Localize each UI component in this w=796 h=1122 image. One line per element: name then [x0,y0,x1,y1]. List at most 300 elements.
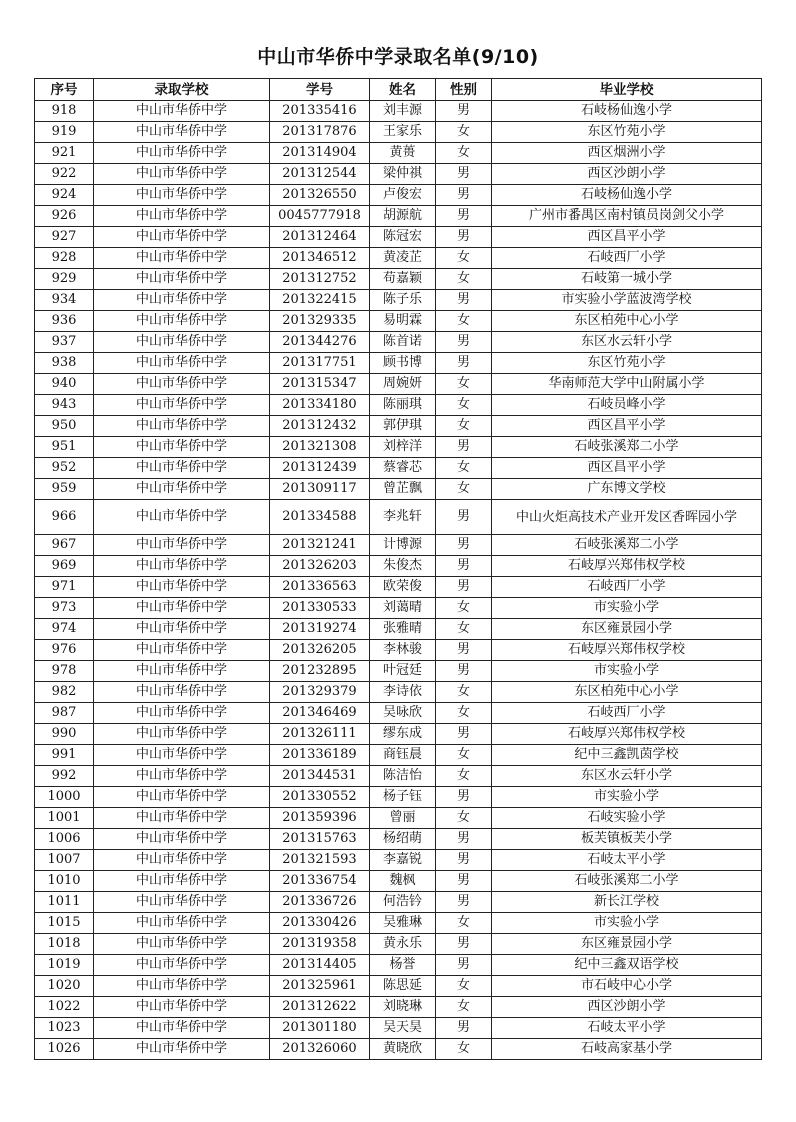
cell-graduation-school: 广州市番禺区南村镇员岗剑父小学 [492,206,762,227]
cell-seq: 1010 [35,871,94,892]
cell-graduation-school: 东区柏苑中心小学 [492,682,762,703]
cell-admitted-school: 中山市华侨中学 [94,598,270,619]
cell-seq: 976 [35,640,94,661]
table-row [35,997,762,1018]
cell-graduation-school: 纪中三鑫双语学校 [492,955,762,976]
cell-student-id: 201325961 [270,976,370,997]
cell-seq: 1018 [35,934,94,955]
cell-gender: 女 [436,682,492,703]
cell-graduation-school: 东区水云轩小学 [492,332,762,353]
cell-name: 吴咏欣 [370,703,436,724]
cell-graduation-school: 石岐太平小学 [492,850,762,871]
cell-student-id: 201344531 [270,766,370,787]
cell-graduation-school: 石岐杨仙逸小学 [492,185,762,206]
table-row [35,556,762,577]
cell-seq: 990 [35,724,94,745]
cell-student-id: 201317876 [270,122,370,143]
cell-student-id: 201314904 [270,143,370,164]
table-row [35,913,762,934]
cell-gender: 女 [436,458,492,479]
cell-graduation-school: 石岐第一城小学 [492,269,762,290]
cell-student-id: 201312752 [270,269,370,290]
cell-seq: 1023 [35,1018,94,1039]
cell-gender: 女 [436,598,492,619]
cell-student-id: 201359396 [270,808,370,829]
cell-name: 计博源 [370,535,436,556]
cell-graduation-school: 华南师范大学中山附属小学 [492,374,762,395]
cell-admitted-school: 中山市华侨中学 [94,955,270,976]
cell-gender: 女 [436,374,492,395]
table-row [35,143,762,164]
cell-student-id: 201319358 [270,934,370,955]
cell-admitted-school: 中山市华侨中学 [94,829,270,850]
cell-name: 李兆轩 [370,500,436,535]
cell-student-id: 201336189 [270,745,370,766]
cell-admitted-school: 中山市华侨中学 [94,416,270,437]
cell-name: 何浩钤 [370,892,436,913]
cell-name: 吴雅琳 [370,913,436,934]
cell-admitted-school: 中山市华侨中学 [94,703,270,724]
cell-seq: 971 [35,577,94,598]
cell-admitted-school: 中山市华侨中学 [94,395,270,416]
cell-seq: 922 [35,164,94,185]
cell-gender: 女 [436,395,492,416]
cell-graduation-school: 西区沙朗小学 [492,997,762,1018]
cell-admitted-school: 中山市华侨中学 [94,850,270,871]
table-row [35,101,762,122]
cell-graduation-school: 东区竹苑小学 [492,122,762,143]
cell-graduation-school: 石岐实验小学 [492,808,762,829]
cell-gender: 男 [436,850,492,871]
cell-name: 刘梓洋 [370,437,436,458]
cell-student-id: 201344276 [270,332,370,353]
cell-seq: 1006 [35,829,94,850]
cell-student-id: 201321241 [270,535,370,556]
table-row [35,122,762,143]
cell-graduation-school: 纪中三鑫凯茵学校 [492,745,762,766]
table-row [35,395,762,416]
cell-student-id: 201312432 [270,416,370,437]
cell-gender: 女 [436,745,492,766]
table-row [35,661,762,682]
cell-seq: 926 [35,206,94,227]
cell-admitted-school: 中山市华侨中学 [94,101,270,122]
table-row [35,955,762,976]
table-row [35,437,762,458]
cell-admitted-school: 中山市华侨中学 [94,164,270,185]
cell-seq: 950 [35,416,94,437]
cell-admitted-school: 中山市华侨中学 [94,122,270,143]
cell-student-id: 201346469 [270,703,370,724]
cell-name: 胡源航 [370,206,436,227]
cell-student-id: 201315347 [270,374,370,395]
cell-student-id: 201329335 [270,311,370,332]
cell-student-id: 201326205 [270,640,370,661]
cell-gender: 男 [436,787,492,808]
table-row [35,535,762,556]
cell-name: 朱俊杰 [370,556,436,577]
cell-graduation-school: 市实验小学 [492,598,762,619]
cell-graduation-school: 石岐高家基小学 [492,1039,762,1060]
table-row [35,682,762,703]
cell-seq: 936 [35,311,94,332]
cell-seq: 987 [35,703,94,724]
cell-graduation-school: 东区竹苑小学 [492,353,762,374]
cell-student-id: 201326203 [270,556,370,577]
cell-admitted-school: 中山市华侨中学 [94,535,270,556]
cell-gender: 男 [436,724,492,745]
cell-student-id: 201312622 [270,997,370,1018]
cell-seq: 982 [35,682,94,703]
table-row [35,766,762,787]
cell-graduation-school: 石岐员峰小学 [492,395,762,416]
cell-gender: 男 [436,640,492,661]
cell-gender: 男 [436,871,492,892]
cell-gender: 男 [436,353,492,374]
cell-name: 缪东成 [370,724,436,745]
table-row [35,892,762,913]
table-row [35,479,762,500]
cell-graduation-school: 市实验小学 [492,787,762,808]
cell-name: 王家乐 [370,122,436,143]
cell-graduation-school: 市实验小学 [492,913,762,934]
header-student-id: 学号 [270,79,370,101]
cell-name: 叶冠廷 [370,661,436,682]
cell-admitted-school: 中山市华侨中学 [94,871,270,892]
cell-student-id: 201334180 [270,395,370,416]
cell-admitted-school: 中山市华侨中学 [94,976,270,997]
header-name: 姓名 [370,79,436,101]
table-row [35,374,762,395]
cell-seq: 1020 [35,976,94,997]
cell-name: 李诗依 [370,682,436,703]
table-row [35,850,762,871]
cell-graduation-school: 西区昌平小学 [492,227,762,248]
cell-graduation-school: 广东博文学校 [492,479,762,500]
cell-gender: 女 [436,766,492,787]
cell-graduation-school: 东区雍景园小学 [492,619,762,640]
cell-admitted-school: 中山市华侨中学 [94,185,270,206]
cell-admitted-school: 中山市华侨中学 [94,997,270,1018]
cell-seq: 937 [35,332,94,353]
cell-student-id: 201314405 [270,955,370,976]
cell-seq: 1015 [35,913,94,934]
cell-seq: 1000 [35,787,94,808]
cell-seq: 918 [35,101,94,122]
cell-seq: 1007 [35,850,94,871]
cell-admitted-school: 中山市华侨中学 [94,619,270,640]
cell-admitted-school: 中山市华侨中学 [94,913,270,934]
cell-student-id: 201322415 [270,290,370,311]
cell-name: 刘丰源 [370,101,436,122]
cell-student-id: 201329379 [270,682,370,703]
cell-gender: 女 [436,122,492,143]
cell-name: 刘晓琳 [370,997,436,1018]
table-row [35,619,762,640]
cell-admitted-school: 中山市华侨中学 [94,332,270,353]
table-header-row [35,79,762,101]
cell-graduation-school: 东区柏苑中心小学 [492,311,762,332]
cell-seq: 951 [35,437,94,458]
cell-gender: 男 [436,227,492,248]
header-gender: 性别 [436,79,492,101]
cell-seq: 929 [35,269,94,290]
cell-gender: 女 [436,1039,492,1060]
cell-admitted-school: 中山市华侨中学 [94,556,270,577]
table-row [35,332,762,353]
cell-gender: 女 [436,976,492,997]
cell-graduation-school: 东区雍景园小学 [492,934,762,955]
table-row [35,829,762,850]
cell-admitted-school: 中山市华侨中学 [94,248,270,269]
cell-gender: 男 [436,206,492,227]
page-title: 中山市华侨中学录取名单(9/10) [257,46,539,68]
cell-graduation-school: 石岐厚兴郑伟权学校 [492,724,762,745]
cell-admitted-school: 中山市华侨中学 [94,1018,270,1039]
cell-seq: 952 [35,458,94,479]
cell-student-id: 201232895 [270,661,370,682]
cell-student-id: 201330426 [270,913,370,934]
table-row [35,724,762,745]
cell-name: 曾丽 [370,808,436,829]
table-row [35,248,762,269]
cell-student-id: 201319274 [270,619,370,640]
cell-graduation-school: 西区烟洲小学 [492,143,762,164]
cell-student-id: 201312439 [270,458,370,479]
cell-name: 蔡睿芯 [370,458,436,479]
cell-seq: 1011 [35,892,94,913]
cell-seq: 924 [35,185,94,206]
cell-gender: 男 [436,101,492,122]
cell-gender: 男 [436,535,492,556]
table-body [35,101,762,1060]
table-row [35,808,762,829]
cell-admitted-school: 中山市华侨中学 [94,437,270,458]
cell-graduation-school: 石岐杨仙逸小学 [492,101,762,122]
cell-admitted-school: 中山市华侨中学 [94,661,270,682]
cell-gender: 男 [436,892,492,913]
table-row [35,353,762,374]
cell-name: 陈思延 [370,976,436,997]
table-row [35,206,762,227]
cell-gender: 男 [436,332,492,353]
cell-student-id: 201321593 [270,850,370,871]
cell-admitted-school: 中山市华侨中学 [94,227,270,248]
cell-admitted-school: 中山市华侨中学 [94,143,270,164]
cell-gender: 男 [436,556,492,577]
cell-name: 陈首诺 [370,332,436,353]
cell-gender: 女 [436,143,492,164]
cell-admitted-school: 中山市华侨中学 [94,479,270,500]
cell-gender: 男 [436,500,492,535]
table-row [35,703,762,724]
cell-admitted-school: 中山市华侨中学 [94,640,270,661]
cell-seq: 973 [35,598,94,619]
cell-gender: 男 [436,1018,492,1039]
cell-graduation-school: 石岐西厂小学 [492,248,762,269]
cell-gender: 女 [436,479,492,500]
cell-graduation-school: 西区昌平小学 [492,416,762,437]
cell-name: 郭伊琪 [370,416,436,437]
cell-name: 黄晓欣 [370,1039,436,1060]
cell-name: 陈洁怡 [370,766,436,787]
table-row [35,311,762,332]
cell-name: 黄永乐 [370,934,436,955]
cell-name: 陈冠宏 [370,227,436,248]
cell-gender: 男 [436,185,492,206]
cell-seq: 1026 [35,1039,94,1060]
cell-graduation-school: 市实验小学 [492,661,762,682]
table-row [35,458,762,479]
cell-student-id: 201334588 [270,500,370,535]
cell-gender: 女 [436,913,492,934]
cell-student-id: 201309117 [270,479,370,500]
cell-student-id: 201336726 [270,892,370,913]
cell-name: 苟嘉颖 [370,269,436,290]
cell-name: 商钰晨 [370,745,436,766]
cell-graduation-school: 东区水云轩小学 [492,766,762,787]
cell-gender: 男 [436,829,492,850]
cell-student-id: 201330533 [270,598,370,619]
cell-gender: 女 [436,997,492,1018]
cell-admitted-school: 中山市华侨中学 [94,374,270,395]
cell-gender: 女 [436,703,492,724]
cell-admitted-school: 中山市华侨中学 [94,577,270,598]
cell-seq: 943 [35,395,94,416]
cell-seq: 978 [35,661,94,682]
cell-seq: 927 [35,227,94,248]
cell-admitted-school: 中山市华侨中学 [94,766,270,787]
table-row [35,500,762,535]
cell-gender: 女 [436,808,492,829]
cell-student-id: 201336563 [270,577,370,598]
cell-gender: 女 [436,311,492,332]
table-row [35,164,762,185]
cell-seq: 1019 [35,955,94,976]
cell-name: 张雅晴 [370,619,436,640]
cell-name: 李林骏 [370,640,436,661]
cell-seq: 959 [35,479,94,500]
cell-admitted-school: 中山市华侨中学 [94,458,270,479]
cell-seq: 969 [35,556,94,577]
cell-graduation-school: 石岐西厂小学 [492,577,762,598]
cell-seq: 921 [35,143,94,164]
cell-student-id: 201326111 [270,724,370,745]
cell-seq: 938 [35,353,94,374]
cell-gender: 男 [436,934,492,955]
cell-student-id: 201346512 [270,248,370,269]
cell-gender: 男 [436,955,492,976]
cell-student-id: 201330552 [270,787,370,808]
cell-student-id: 0045777918 [270,206,370,227]
cell-seq: 992 [35,766,94,787]
header-seq: 序号 [35,79,94,101]
table-row [35,1018,762,1039]
cell-student-id: 201336754 [270,871,370,892]
cell-seq: 1001 [35,808,94,829]
cell-gender: 男 [436,577,492,598]
cell-student-id: 201317751 [270,353,370,374]
cell-graduation-school: 石岐张溪郑二小学 [492,871,762,892]
cell-seq: 940 [35,374,94,395]
table-row [35,640,762,661]
cell-student-id: 201326550 [270,185,370,206]
cell-admitted-school: 中山市华侨中学 [94,311,270,332]
cell-name: 欧荣俊 [370,577,436,598]
table-row [35,745,762,766]
cell-name: 杨绍萌 [370,829,436,850]
cell-graduation-school: 石岐太平小学 [492,1018,762,1039]
cell-name: 吴天昊 [370,1018,436,1039]
cell-name: 陈丽琪 [370,395,436,416]
cell-graduation-school: 西区昌平小学 [492,458,762,479]
cell-name: 陈子乐 [370,290,436,311]
cell-admitted-school: 中山市华侨中学 [94,500,270,535]
cell-graduation-school: 石岐厚兴郑伟权学校 [492,556,762,577]
cell-admitted-school: 中山市华侨中学 [94,934,270,955]
table-row [35,871,762,892]
admission-table [34,78,762,1060]
table-row [35,598,762,619]
cell-name: 卢俊宏 [370,185,436,206]
cell-graduation-school: 西区沙朗小学 [492,164,762,185]
cell-student-id: 201315763 [270,829,370,850]
cell-name: 曾芷飘 [370,479,436,500]
cell-seq: 966 [35,500,94,535]
cell-student-id: 201326060 [270,1039,370,1060]
table-row [35,227,762,248]
table-row [35,976,762,997]
cell-name: 周婉妍 [370,374,436,395]
cell-graduation-school: 石岐厚兴郑伟权学校 [492,640,762,661]
cell-graduation-school: 石岐张溪郑二小学 [492,535,762,556]
cell-name: 顾书博 [370,353,436,374]
table-row [35,269,762,290]
cell-gender: 女 [436,416,492,437]
cell-seq: 974 [35,619,94,640]
cell-seq: 919 [35,122,94,143]
cell-gender: 女 [436,269,492,290]
cell-admitted-school: 中山市华侨中学 [94,787,270,808]
cell-name: 梁仲祺 [370,164,436,185]
header-admitted-school: 录取学校 [94,79,270,101]
cell-admitted-school: 中山市华侨中学 [94,892,270,913]
cell-student-id: 201321308 [270,437,370,458]
table-row [35,290,762,311]
cell-admitted-school: 中山市华侨中学 [94,724,270,745]
header-graduation-school: 毕业学校 [492,79,762,101]
cell-gender: 女 [436,619,492,640]
cell-admitted-school: 中山市华侨中学 [94,206,270,227]
table-row [35,185,762,206]
cell-admitted-school: 中山市华侨中学 [94,808,270,829]
cell-graduation-school: 石岐张溪郑二小学 [492,437,762,458]
cell-name: 李嘉锐 [370,850,436,871]
cell-student-id: 201312464 [270,227,370,248]
cell-name: 刘蔼晴 [370,598,436,619]
table-row [35,577,762,598]
table-row [35,934,762,955]
cell-student-id: 201312544 [270,164,370,185]
cell-admitted-school: 中山市华侨中学 [94,353,270,374]
cell-gender: 男 [436,164,492,185]
cell-student-id: 201335416 [270,101,370,122]
cell-name: 易明霖 [370,311,436,332]
cell-gender: 男 [436,661,492,682]
cell-seq: 934 [35,290,94,311]
cell-gender: 女 [436,248,492,269]
cell-graduation-school: 中山火炬高技术产业开发区香晖园小学 [492,500,762,535]
